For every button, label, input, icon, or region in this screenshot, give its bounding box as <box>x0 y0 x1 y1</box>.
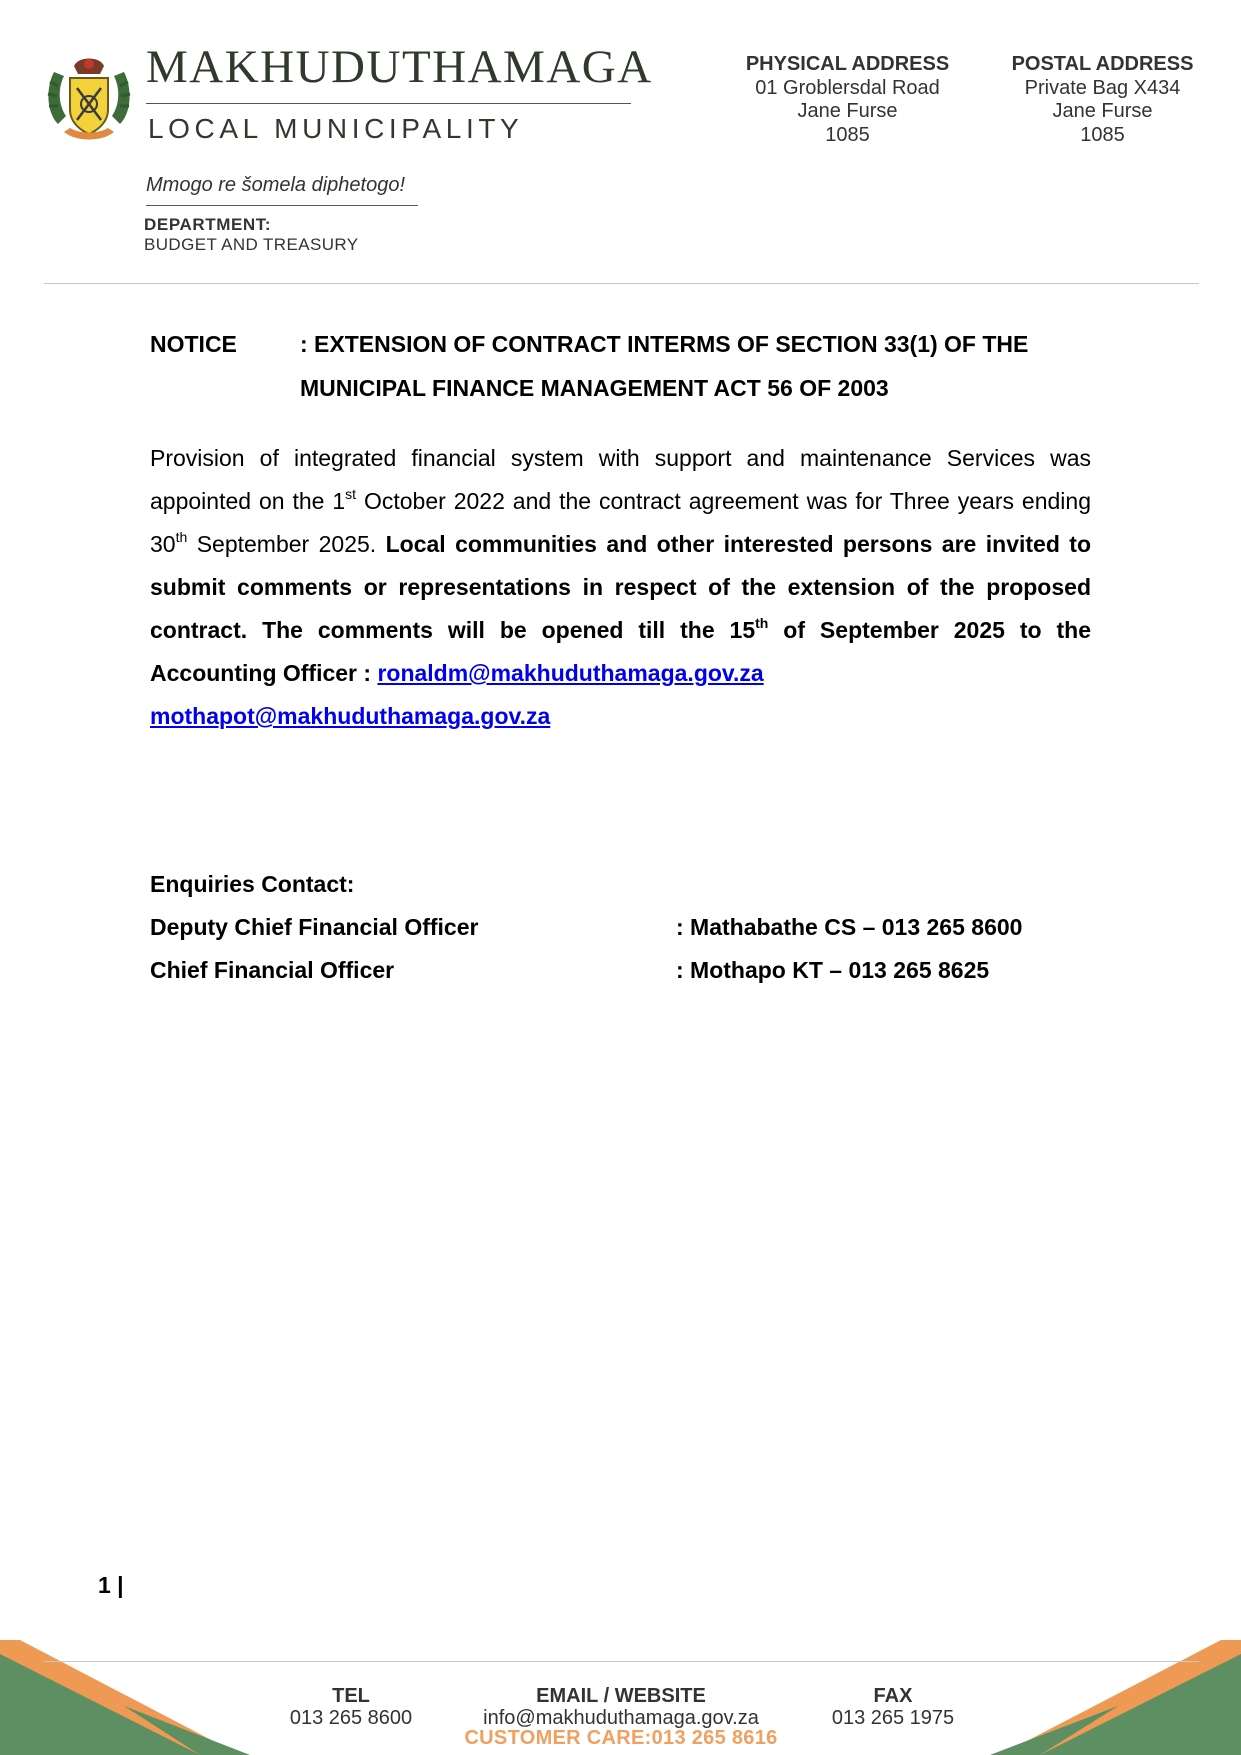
physical-address-heading: PHYSICAL ADDRESS <box>745 53 950 75</box>
footer-fax-label: FAX <box>873 1685 913 1707</box>
postal-address-line: Private Bag X434 <box>1024 76 1181 99</box>
notice-text: September 2025. <box>187 531 386 557</box>
page-number: 1 | <box>98 1572 124 1598</box>
enquiry-contact: : Mathabathe CS – 013 265 8600 <box>676 914 1023 940</box>
footer-fax <box>812 1685 974 1729</box>
enquiry-contact: : Mothapo KT – 013 265 8625 <box>676 957 990 983</box>
physical-address-line: 1085 <box>825 123 870 146</box>
physical-address-line: 01 Groblersdal Road <box>755 76 940 99</box>
footer-fax-value: 013 265 1975 <box>831 1707 955 1729</box>
postal-address-line: Jane Furse <box>1052 100 1153 122</box>
footer-email-value: info@makhuduthamaga.gov.za <box>483 1707 759 1729</box>
ordinal-suffix: th <box>175 529 188 546</box>
email-link-mothapot[interactable]: mothapot@makhuduthamaga.gov.za <box>150 703 551 729</box>
department-name: BUDGET AND TREASURY <box>144 235 359 254</box>
notice-label: NOTICE <box>150 331 237 357</box>
motto-divider <box>146 205 418 206</box>
notice-text: October 2022 and the contract agreement was for Three years ending 30 <box>150 488 1091 557</box>
municipal-crest-logo <box>44 52 134 144</box>
physical-address-line: Jane Furse <box>797 100 898 122</box>
notice-text: Provision of integrated financial system with support and maintenance Services was appointed on the 1 <box>150 445 1091 514</box>
ordinal-suffix: st <box>345 486 357 503</box>
notice-body <box>150 437 1091 738</box>
footer-top-rule <box>44 1661 1199 1662</box>
postal-address <box>990 53 1215 147</box>
footer-tel <box>270 1685 432 1729</box>
physical-address <box>720 53 975 147</box>
customer-care: CUSTOMER CARE:013 265 8616 <box>464 1727 778 1749</box>
footer-tel-label: TEL <box>332 1685 370 1707</box>
header-bottom-rule <box>44 283 1199 284</box>
footer-email <box>460 1685 782 1729</box>
department-label: DEPARTMENT: <box>144 215 272 234</box>
email-link-ronaldm[interactable]: ronaldm@makhuduthamaga.gov.za <box>377 660 764 686</box>
postal-address-line: 1085 <box>1080 123 1125 146</box>
notice-bold-text: Local communities and other interested persons are invited to submit comments or representations in respect of the extension of the proposed contract. The comments will be opened till the 15 <box>150 531 1091 643</box>
motto: Mmogo re šomela diphetogo! <box>146 174 406 196</box>
footer-email-label: EMAIL / WEBSITE <box>536 1685 706 1707</box>
header-divider <box>146 103 631 104</box>
enquiry-role: Chief Financial Officer <box>150 957 395 983</box>
notice-title: : EXTENSION OF CONTRACT INTERMS OF SECTION 33(1) OF THE MUNICIPAL FINANCE MANAGEMENT ACT 56 OF 2003 <box>300 331 1029 401</box>
enquiries-heading: Enquiries Contact: <box>150 871 355 897</box>
footer-tel-value: 013 265 8600 <box>289 1707 413 1729</box>
municipality-name: MAKHUDUTHAMAGA <box>146 41 653 93</box>
notice-bold-text: of September 2025 to the Accounting Officer : <box>150 617 1091 686</box>
municipality-subtitle: LOCAL MUNICIPALITY <box>148 113 524 144</box>
postal-address-heading: POSTAL ADDRESS <box>1011 53 1194 75</box>
ordinal-suffix: th <box>755 615 769 632</box>
enquiry-role: Deputy Chief Financial Officer <box>150 914 479 940</box>
